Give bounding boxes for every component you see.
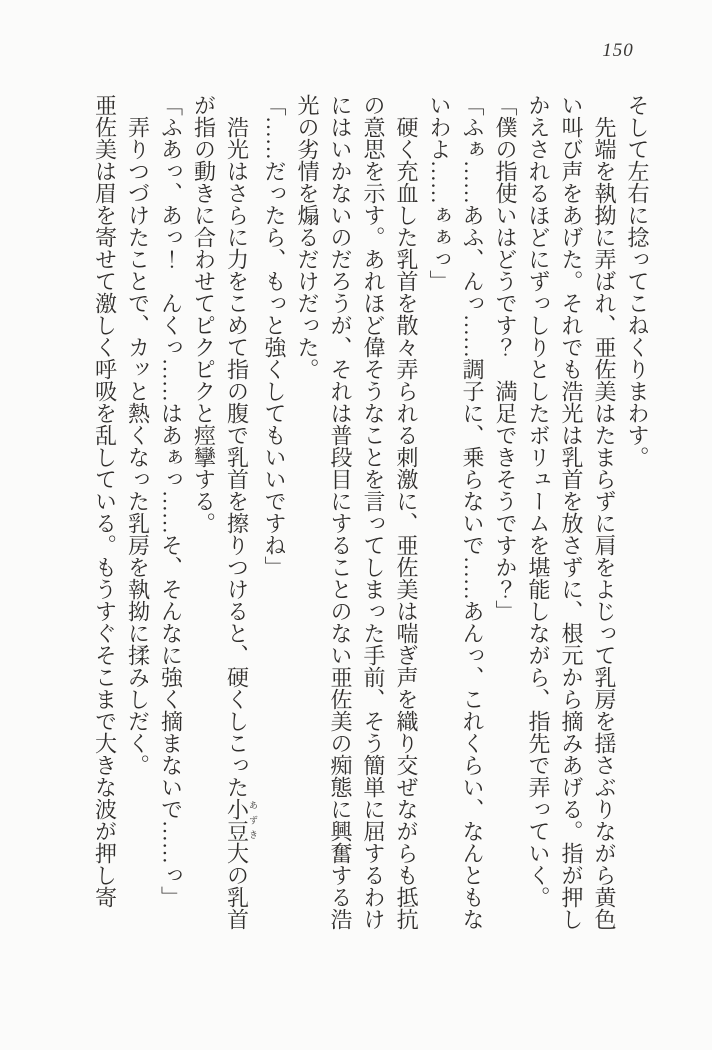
line-text: 浩光はさらに力をこめて指の腹で乳首を擦りつけると、硬くしこった: [224, 94, 250, 798]
text-line-dialogue: [456, 94, 489, 938]
line-text: そして左右に捻ってこねくりまわす。: [625, 94, 650, 468]
furigana-text: あずき: [248, 798, 258, 842]
text-line-dialogue: [258, 94, 291, 938]
text-line: [390, 94, 423, 938]
line-text: かえされるほどにずっしりとしたボリュームを堪能しながら、指先で弄っていく。: [526, 94, 551, 908]
line-text: の意思を示す。あれほど偉そうなことを言ってしまった手前、そう簡単に屈するわけ: [361, 94, 386, 930]
text-line-dialogue: [489, 94, 522, 938]
text-line: [291, 94, 324, 938]
line-text: が指の動きに合わせてピクピクと痙攣する。: [191, 94, 217, 534]
line-text: 「ふあっ、あっ！ んくっ……はあぁっ……そ、そんなに強く摘まないで……っ」: [158, 94, 184, 908]
text-line-dialogue: [155, 94, 188, 938]
line-text: 先端を執拗に弄ばれ、亜佐美はたまらずに肩をよじって乳房を揺さぶりながら黄色: [592, 94, 617, 930]
line-text: いわよ……ぁぁっ」: [427, 94, 452, 292]
text-line: [588, 94, 621, 938]
text-line: [555, 94, 588, 938]
line-text: にはいかないのだろうが、それは普段目にすることのない亜佐美の痴態に興奮する浩: [328, 94, 353, 930]
text-line: [122, 94, 155, 938]
line-text: 硬く充血した乳首を散々弄られる刺激に、亜佐美は喘ぎ声を織り交ぜながらも抵抗: [394, 94, 419, 930]
line-text: い叫び声をあげた。それでも浩光は乳首を放さずに、根元から摘みあげる。指が押し: [559, 94, 584, 930]
line-text: 「僕の指使いはどうです？ 満足できそうですか？」: [493, 94, 518, 622]
page-number: 150: [602, 40, 634, 61]
text-line: [621, 94, 654, 938]
text-line: [324, 94, 357, 938]
body-text: [89, 94, 655, 938]
ruby-base-text: 小豆: [224, 798, 250, 842]
line-text: 「ふぁ……あふ、んっ……調子に、乗らないで……あんっ、これくらい、なんともな: [460, 94, 485, 930]
text-line: [221, 94, 259, 938]
text-line: [522, 94, 555, 938]
text-line: [89, 94, 122, 938]
line-text: 亜佐美は眉を寄せて激しく呼吸を乱している。もうすぐそこまで大きな波が押し寄: [92, 94, 118, 908]
ruby-annotation: [224, 798, 258, 842]
text-line: [357, 94, 390, 938]
line-text: 弄りつづけたことで、カッと熱くなった乳房を執拗に揉みしだく。: [125, 94, 151, 776]
text-line-dialogue: [423, 94, 456, 938]
line-text: 大の乳首: [224, 842, 250, 930]
text-line: [188, 94, 221, 938]
line-text: 光の劣情を煽るだけだった。: [295, 94, 320, 380]
line-text: 「……だったら、もっと強くしてもいいですね」: [262, 94, 287, 578]
